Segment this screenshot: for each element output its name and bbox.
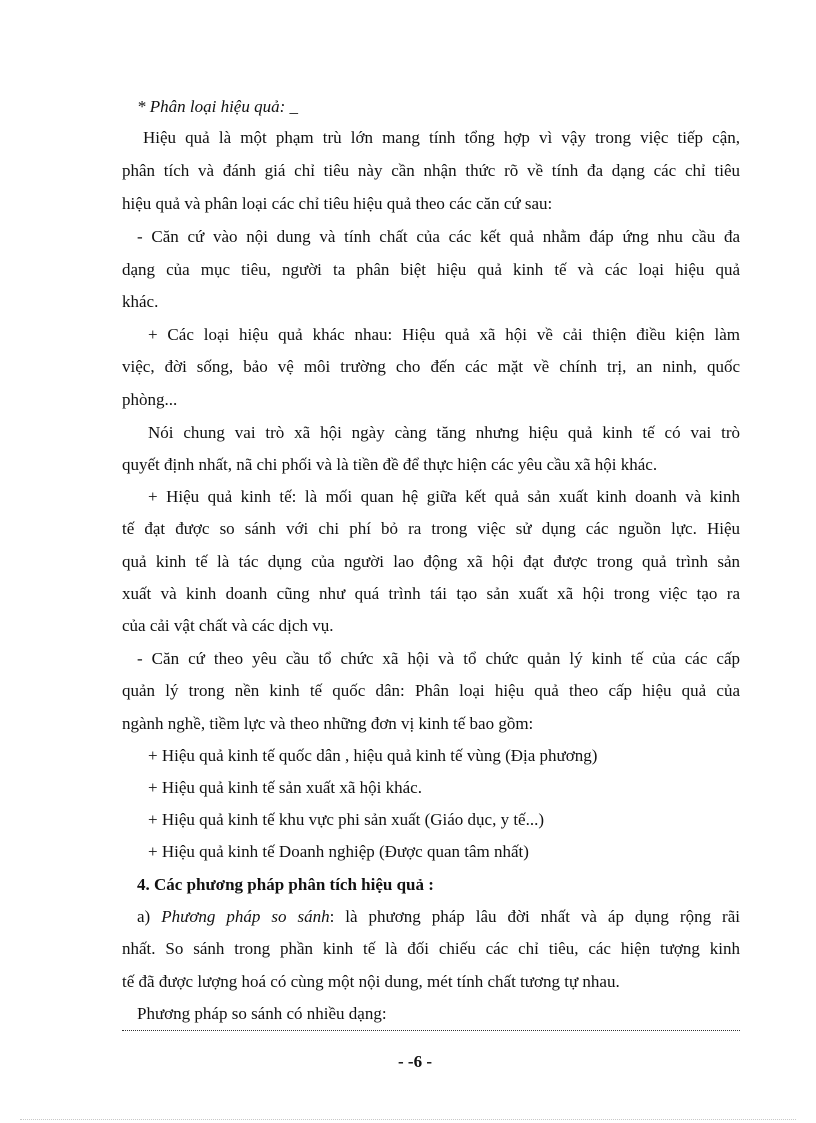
paragraph-line: của cải vật chất và các dịch vụ. — [122, 616, 334, 635]
page-bottom-divider — [20, 1119, 796, 1120]
method-a-name: Phương pháp so sánh — [161, 907, 330, 926]
method-a-rest: : là phương pháp lâu đời nhất và áp dụng rộng rãi — [329, 907, 740, 926]
paragraph-line: quản lý trong nền kinh tế quốc dân: Phân loại hiệu quả theo cấp hiệu quả của — [122, 681, 740, 700]
method-a-line — [137, 906, 740, 928]
classification-heading: * Phân loại hiệu quả: _ — [137, 97, 299, 116]
paragraph-line: tế đạt được so sánh với chi phí bỏ ra trong việc sử dụng các nguồn lực. Hiệu — [122, 519, 740, 538]
paragraph-line: Nói chung vai trò xã hội ngày càng tăng nhưng hiệu quả kinh tế có vai trò — [148, 423, 740, 442]
paragraph-line: quyết định nhất, nã chi phối và là tiền đề để thực hiện các yêu cầu xã hội khác. — [122, 455, 658, 474]
paragraph-line: khác. — [122, 292, 159, 311]
paragraph-line: tế đã được lượng hoá có cùng một nội dung, mét tính chất tương tự nhau. — [122, 972, 620, 991]
paragraph-line: hiệu quả và phân loại các chỉ tiêu hiệu quả theo các căn cứ sau: — [122, 194, 553, 213]
paragraph-line: Phương pháp so sánh có nhiều dạng: — [137, 1004, 387, 1023]
paragraph-line: dạng của mục tiêu, người ta phân biệt hiệu quả kinh tế và các loại hiệu quả — [122, 260, 740, 279]
paragraph-line: quả kinh tế là tác dụng của người lao động xã hội đạt được trong quả trình sản — [122, 552, 740, 571]
paragraph-line: - Căn cứ vào nội dung và tính chất của các kết quả nhằm đáp ứng nhu cầu đa — [137, 227, 740, 246]
paragraph-line: Hiệu quả là một phạm trù lớn mang tính tổng hợp vì vậy trong việc tiếp cận, — [143, 128, 740, 147]
method-a-label: a) — [137, 907, 162, 926]
list-item: + Hiệu quả kinh tế quốc dân , hiệu quả kinh tế vùng (Địa phương) — [148, 746, 598, 765]
footer-divider — [122, 1030, 740, 1031]
paragraph-line: phòng... — [122, 390, 178, 409]
list-item: + Hiệu quả kinh tế khu vực phi sản xuất (Giáo dục, y tế...) — [148, 810, 545, 829]
paragraph-line: nhất. So sánh trong phần kinh tế là đối chiếu các chỉ tiêu, các hiện tượng kinh — [122, 939, 740, 958]
paragraph-line: - Căn cứ theo yêu cầu tổ chức xã hội và tổ chức quản lý kinh tế của các cấp — [137, 649, 740, 668]
paragraph-line: việc, đời sống, bảo vệ môi trường cho đến các mặt về chính trị, an ninh, quốc — [122, 357, 740, 376]
list-item: + Hiệu quả kinh tế Doanh nghiệp (Được quan tâm nhất) — [148, 842, 529, 861]
paragraph-line: + Các loại hiệu quả khác nhau: Hiệu quả xã hội về cải thiện điều kiện làm — [148, 325, 740, 344]
paragraph-line: + Hiệu quả kinh tế: là mối quan hệ giữa kết quả sản xuất kinh doanh và kinh — [148, 487, 740, 506]
paragraph-line: phân tích và đánh giá chỉ tiêu này cần nhận thức rõ về tính đa dạng các chỉ tiêu — [122, 161, 740, 180]
paragraph-line: ngành nghề, tiềm lực và theo những đơn vị kinh tế bao gồm: — [122, 714, 534, 733]
paragraph-line: xuất và kinh doanh cũng như quá trình tái tạo sản xuất xã hội trong việc tạo ra — [122, 584, 740, 603]
section-heading: 4. Các phương pháp phân tích hiệu quả : — [137, 875, 434, 894]
page-number: - -6 - — [398, 1052, 432, 1071]
list-item: + Hiệu quả kinh tế sản xuất xã hội khác. — [148, 778, 422, 797]
